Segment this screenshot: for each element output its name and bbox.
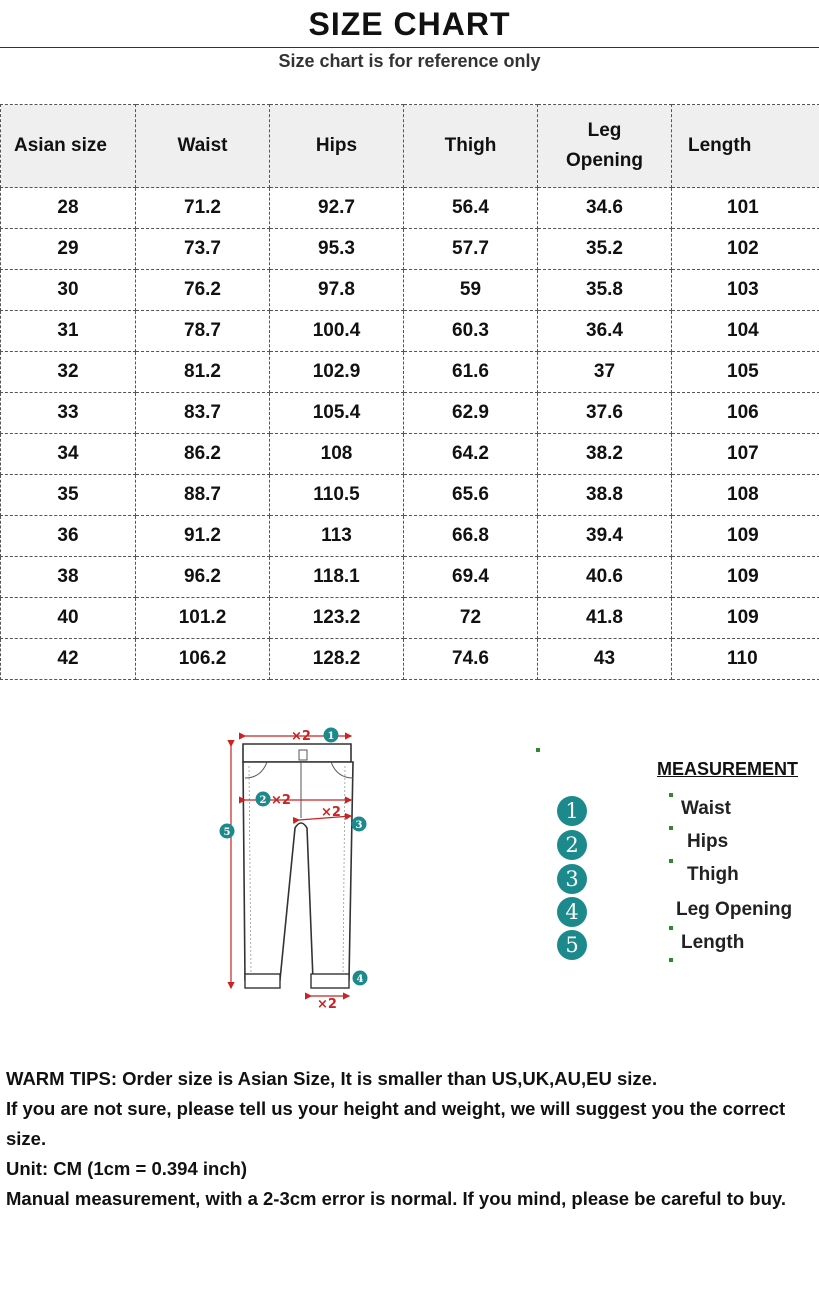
table-cell: 38.2 — [538, 434, 672, 475]
marker-2: 2 — [259, 795, 267, 806]
table-cell: 40.6 — [538, 557, 672, 598]
table-cell: 65.6 — [404, 475, 538, 516]
warm-tips — [6, 1064, 818, 1214]
leg-opening-x2-label: ×2 — [317, 997, 337, 1012]
belt-loop — [299, 750, 307, 760]
header-hips: Hips — [270, 105, 404, 188]
table-cell: 108 — [672, 475, 819, 516]
left-cuff — [245, 974, 280, 988]
measurement-title: MEASUREMENT — [657, 759, 799, 779]
table-cell: 64.2 — [404, 434, 538, 475]
table-cell: 41.8 — [538, 598, 672, 639]
table-cell: 61.6 — [404, 352, 538, 393]
table-row — [1, 516, 819, 557]
waist-x2-label: ×2 — [291, 729, 311, 744]
subtitle: Size chart is for reference only — [278, 51, 541, 71]
table-cell: 35 — [1, 475, 136, 516]
table-cell: 31 — [1, 311, 136, 352]
table-cell: 105.4 — [270, 393, 404, 434]
table-cell: 101.2 — [136, 598, 270, 639]
table-row — [1, 270, 819, 311]
table-cell: 91.2 — [136, 516, 270, 557]
decor-tick — [536, 748, 540, 752]
decor-tick — [669, 826, 673, 830]
title-divider — [0, 47, 819, 48]
table-cell: 76.2 — [136, 270, 270, 311]
table-cell: 73.7 — [136, 229, 270, 270]
size-table — [0, 104, 819, 680]
table-row — [1, 311, 819, 352]
decor-tick — [669, 926, 673, 930]
table-cell: 108 — [270, 434, 404, 475]
table-cell: 110.5 — [270, 475, 404, 516]
thigh-x2-label: ×2 — [321, 805, 341, 820]
table-cell: 105 — [672, 352, 819, 393]
table-cell: 36.4 — [538, 311, 672, 352]
table-cell: 123.2 — [270, 598, 404, 639]
table-cell: 81.2 — [136, 352, 270, 393]
table-cell: 110 — [672, 639, 819, 680]
table-cell: 36 — [1, 516, 136, 557]
table-cell: 102.9 — [270, 352, 404, 393]
table-cell: 104 — [672, 311, 819, 352]
table-row — [1, 639, 819, 680]
tip-line: WARM TIPS: Order size is Asian Size, It is smaller than US,UK,AU,EU size. — [6, 1068, 658, 1089]
table-row — [1, 352, 819, 393]
table-cell: 37.6 — [538, 393, 672, 434]
table-cell: 83.7 — [136, 393, 270, 434]
page-title: SIZE CHART — [308, 6, 511, 42]
table-row — [1, 188, 819, 229]
table-cell: 62.9 — [404, 393, 538, 434]
tip-line: Unit: CM (1cm = 0.394 inch) — [6, 1158, 248, 1179]
table-cell: 97.8 — [270, 270, 404, 311]
table-row — [1, 598, 819, 639]
measurement-label-length: Length — [681, 932, 745, 953]
table-cell: 43 — [538, 639, 672, 680]
measurement-number-2: 2 — [557, 830, 587, 860]
table-cell: 57.7 — [404, 229, 538, 270]
table-cell: 30 — [1, 270, 136, 311]
tip-line: If you are not sure, please tell us your height and weight, we will suggest you the correct size. — [6, 1098, 786, 1149]
table-cell: 38.8 — [538, 475, 672, 516]
table-cell: 60.3 — [404, 311, 538, 352]
table-cell: 35.8 — [538, 270, 672, 311]
table-cell: 71.2 — [136, 188, 270, 229]
decor-tick — [669, 859, 673, 863]
table-row — [1, 434, 819, 475]
table-cell: 103 — [672, 270, 819, 311]
table-cell: 118.1 — [270, 557, 404, 598]
waistband — [243, 744, 351, 762]
header-asian-size: Asian size — [1, 105, 136, 188]
table-cell: 39.4 — [538, 516, 672, 557]
right-cuff — [311, 974, 349, 988]
header-waist: Waist — [136, 105, 270, 188]
table-cell: 35.2 — [538, 229, 672, 270]
measurement-label-thigh: Thigh — [687, 864, 739, 885]
table-cell: 56.4 — [404, 188, 538, 229]
table-cell: 113 — [270, 516, 404, 557]
table-cell: 37 — [538, 352, 672, 393]
table-cell: 38 — [1, 557, 136, 598]
header-thigh: Thigh — [404, 105, 538, 188]
table-cell: 59 — [404, 270, 538, 311]
table-cell: 106.2 — [136, 639, 270, 680]
measurement-label-hips: Hips — [687, 831, 729, 852]
table-cell: 109 — [672, 598, 819, 639]
table-cell: 74.6 — [404, 639, 538, 680]
marker-3: 3 — [355, 820, 363, 831]
table-cell: 88.7 — [136, 475, 270, 516]
table-cell: 95.3 — [270, 229, 404, 270]
table-cell: 66.8 — [404, 516, 538, 557]
table-cell: 107 — [672, 434, 819, 475]
marker-5: 5 — [223, 827, 231, 838]
table-row — [1, 229, 819, 270]
table-header-row — [1, 105, 819, 188]
measurement-label-waist: Waist — [681, 798, 731, 819]
decor-tick — [669, 793, 673, 797]
table-row — [1, 475, 819, 516]
table-cell: 86.2 — [136, 434, 270, 475]
pants-diagram — [205, 718, 385, 1018]
table-cell: 34 — [1, 434, 136, 475]
hips-x2-label: ×2 — [271, 793, 291, 808]
table-cell: 72 — [404, 598, 538, 639]
table-cell: 33 — [1, 393, 136, 434]
table-cell: 69.4 — [404, 557, 538, 598]
marker-1: 1 — [327, 731, 335, 742]
table-row — [1, 393, 819, 434]
header-leg-opening: Leg Opening — [538, 105, 672, 188]
table-cell: 109 — [672, 557, 819, 598]
marker-4: 4 — [356, 974, 364, 985]
measurement-number-4: 4 — [557, 897, 587, 927]
tip-line: Manual measurement, with a 2-3cm error is normal. If you mind, please be careful to buy. — [6, 1188, 786, 1209]
measurement-number-3: 3 — [557, 864, 587, 894]
table-cell: 78.7 — [136, 311, 270, 352]
table-cell: 109 — [672, 516, 819, 557]
table-cell: 40 — [1, 598, 136, 639]
table-cell: 29 — [1, 229, 136, 270]
measurement-label-leg-opening: Leg Opening — [676, 899, 793, 920]
table-cell: 28 — [1, 188, 136, 229]
table-row — [1, 557, 819, 598]
measurement-number-1: 1 — [557, 796, 587, 826]
table-cell: 92.7 — [270, 188, 404, 229]
table-cell: 100.4 — [270, 311, 404, 352]
table-cell: 128.2 — [270, 639, 404, 680]
header-length: Length — [672, 105, 819, 188]
table-cell: 34.6 — [538, 188, 672, 229]
table-cell: 42 — [1, 639, 136, 680]
decor-tick — [669, 958, 673, 962]
table-cell: 106 — [672, 393, 819, 434]
table-cell: 101 — [672, 188, 819, 229]
measurement-number-5: 5 — [557, 930, 587, 960]
table-cell: 102 — [672, 229, 819, 270]
table-cell: 32 — [1, 352, 136, 393]
table-cell: 96.2 — [136, 557, 270, 598]
